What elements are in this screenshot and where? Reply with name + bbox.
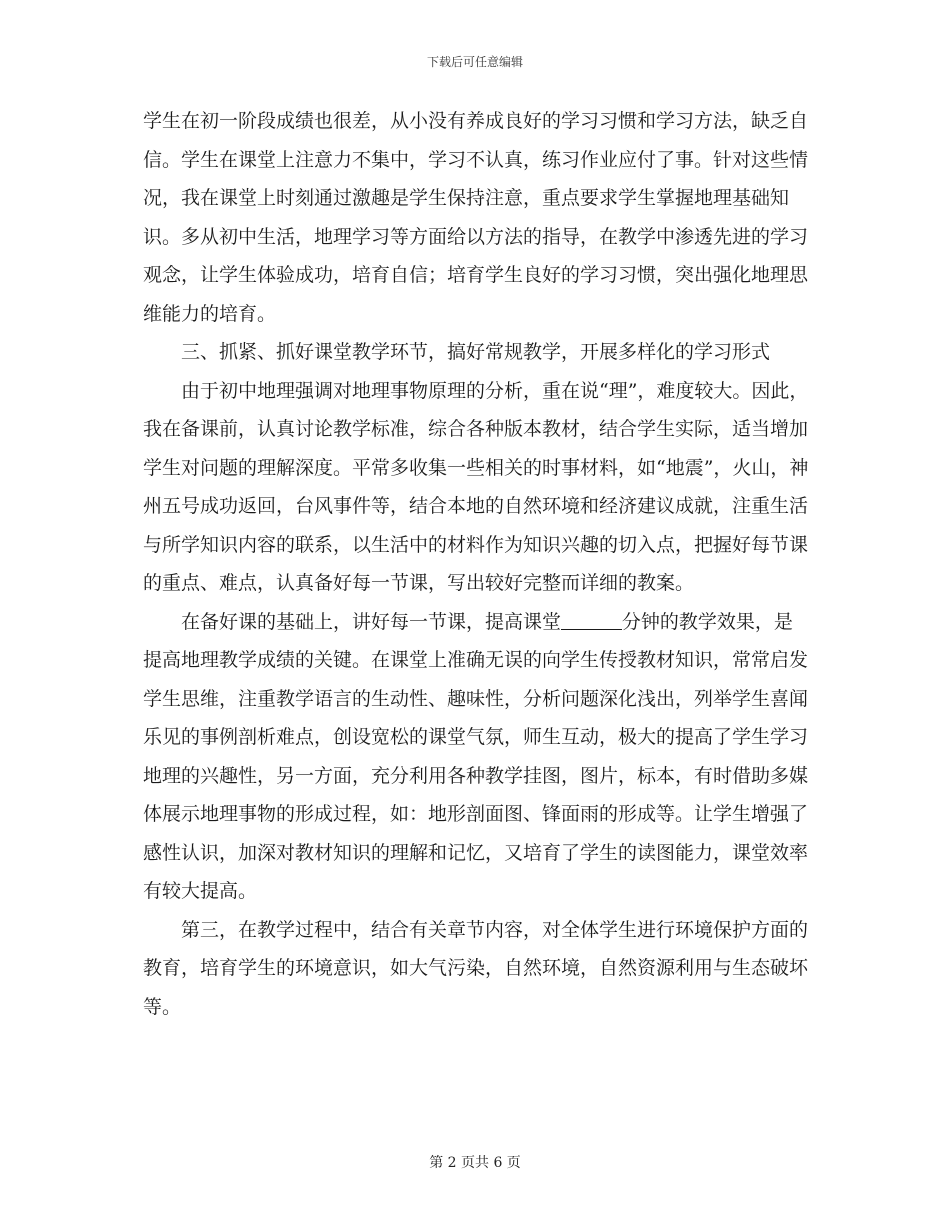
document-body [143,102,811,1026]
paragraph-3: 由于初中地理强调对地理事物原理的分析，重在说“理”，难度较大。因此，我在备课前，认真讨论教学标准，综合各种版本教材，结合学生实际，适当增加学生对问题的理解深度。平常多收集一些相关的时事材料，如“地震”，火山，神州五号成功返回，台风事件等，结合本地的自然环境和经济建议成就，注重生活与所学知识内容的联系，以生活中的材料作为知识兴趣的切入点，把握好每节课的重点、难点，认真备好每一节课，写出较好完整而详细的教案。 [143,379,809,594]
paragraph-4 [143,603,811,911]
page-number: 第 2 页共 6 页 [429,1155,521,1171]
paragraph-1: 学生在初一阶段成绩也很差，从小没有养成良好的学习习惯和学习方法，缺乏自信。学生在课堂上注意力不集中，学习不认真，练习作业应付了事。针对这些情况，我在课堂上时刻通过激趣是学生保持注意，重点要求学生掌握地理基础知识。多从初中生活，地理学习等方面给以方法的指导，在教学中渗透先进的学习观念，让学生体验成功，培育自信；培育学生良好的学习习惯，突出强化地理思维能力的培育。 [143,110,809,325]
page-header: 下载后可任意编辑 [426,55,523,69]
paragraph-4-part-2: 分钟的教学效果，是提高地理教学成绩的关键。在课堂上准确无误的向学生传授教材知识，常常启发学生思维，注重教学语言的生动性、趣味性，分析问题深化浅出，列举学生喜闻乐见的事例剖析难点，创设宽松的课堂气氛，师生互动，极大的提高了学生学习地理的兴趣性，另一方面，充分利用各种教学挂图，图片，标本，有时借助多媒体展示地理事物的形成过程，如：地形剖面图、锋面雨的形成等。让学生增强了感性认识，加深对教材知识的理解和记忆，又培育了学生的读图能力，课堂效率有较大提高。 [143,610,809,902]
paragraph-5: 第三，在教学过程中，结合有关章节内容，对全体学生进行环境保护方面的教育，培育学生的环境意识，如大气污染，自然环境，自然资源利用与生态破坏等。 [143,918,809,1018]
fill-in-blank [561,610,622,630]
section-heading-3: 三、抓紧、抓好课堂教学环节，搞好常规教学，开展多样化的学习形式 [181,341,771,363]
paragraph-4-part-1: 在备好课的基础上，讲好每一节课，提高课堂 [181,610,562,633]
